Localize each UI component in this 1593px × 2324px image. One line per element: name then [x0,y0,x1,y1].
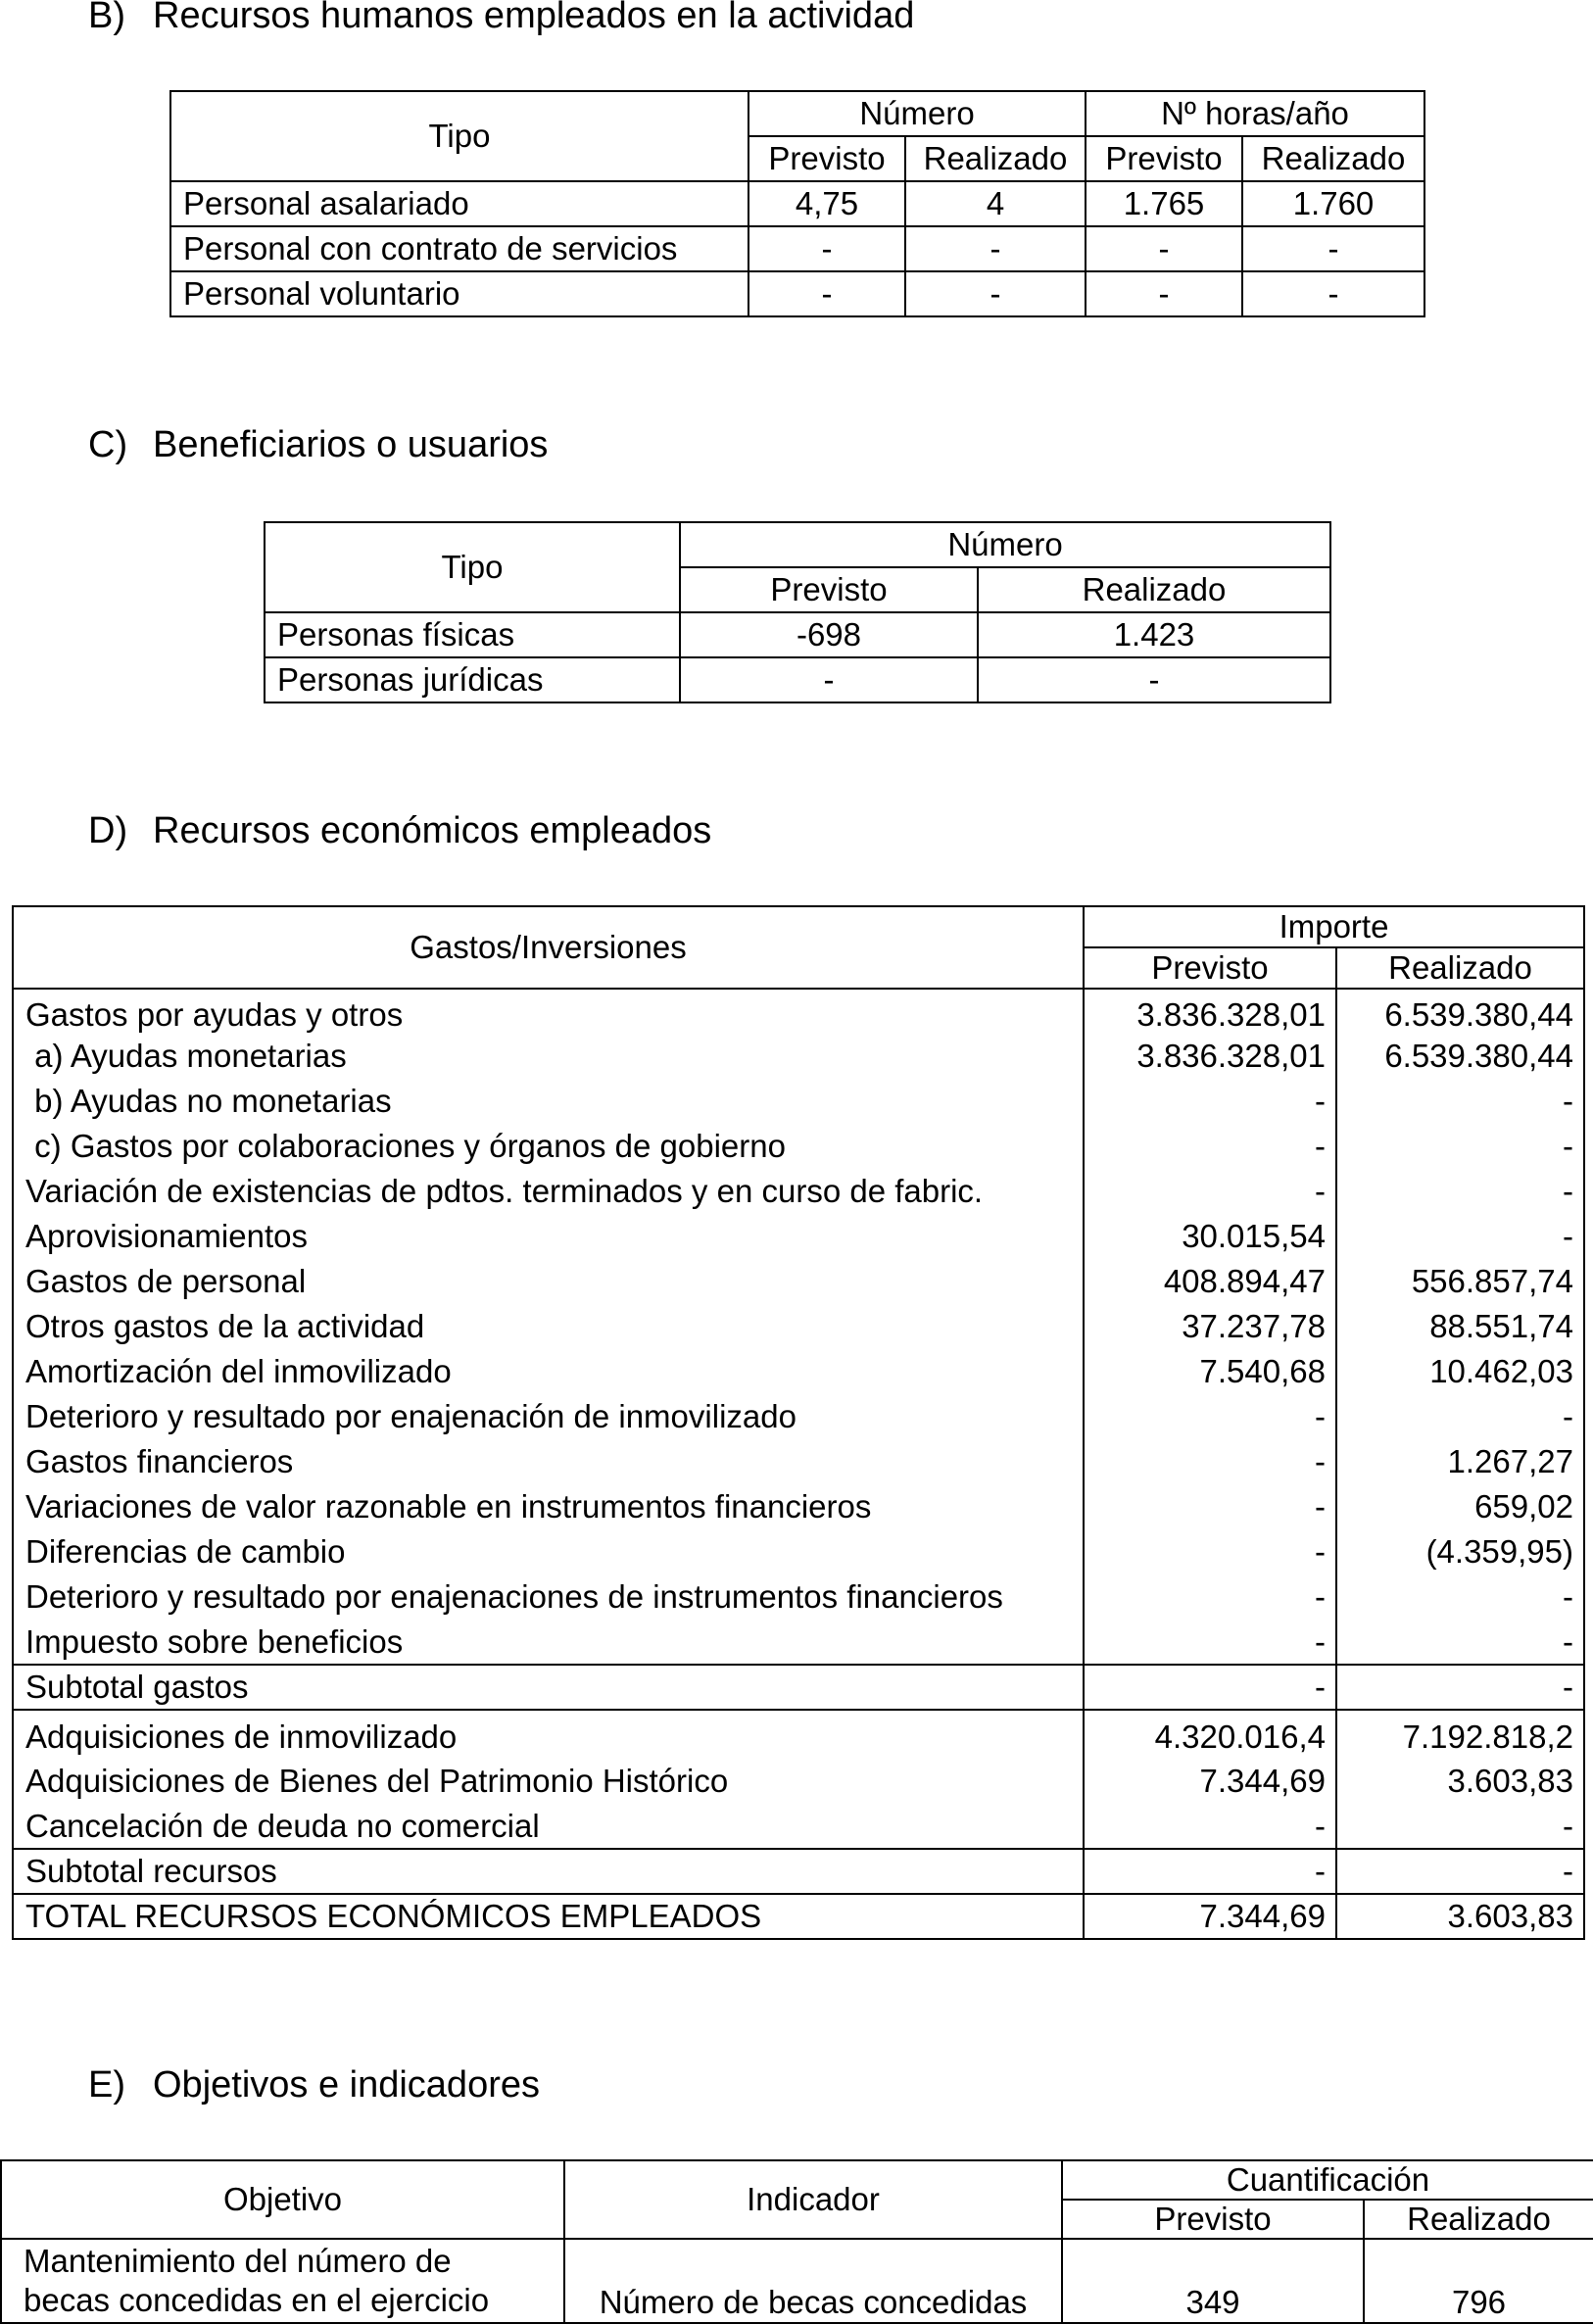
cell-previsto: 349 [1062,2239,1364,2323]
objectives-table [0,2159,1593,2324]
cell-realizado: - [1336,1804,1584,1849]
cell-realizado: - [1336,1849,1584,1894]
economic-resources-table [12,905,1585,1940]
row-label: Deterioro y resultado por enajenaciones de instrumentos financieros [13,1574,1084,1620]
subtotal-row [13,1665,1584,1710]
section-title: Objetivos e indicadores [153,2064,540,2106]
cell-previsto: - [1084,1849,1336,1894]
cell-previsto: - [1084,1169,1336,1214]
cell-value: - [905,271,1086,316]
cell-realizado: - [1336,1169,1584,1214]
row-label: b) Ayudas no monetarias [13,1079,1084,1124]
cell-realizado: - [1336,1124,1584,1169]
header-previsto: Previsto [1086,136,1242,181]
row-label: Impuesto sobre beneficios [13,1620,1084,1665]
human-resources-table [169,90,1425,317]
cell-previsto: 7.344,69 [1084,1894,1336,1939]
cell-realizado: - [1336,1665,1584,1710]
section-title: Recursos económicos empleados [153,810,712,851]
header-importe: Importe [1084,906,1584,947]
row-label: Aprovisionamientos [13,1214,1084,1259]
cell-previsto: 7.540,68 [1084,1349,1336,1394]
row-label: Diferencias de cambio [13,1529,1084,1574]
table-row [13,1710,1584,1759]
cell-realizado: - [1336,1620,1584,1665]
header-previsto: Previsto [748,136,905,181]
table-row [13,1169,1584,1214]
cell-previsto: - [1084,1439,1336,1484]
cell-value: - [1086,271,1242,316]
cell-realizado: 88.551,74 [1336,1304,1584,1349]
indicator-cell: Número de becas concedidas [564,2239,1062,2323]
header-indicador: Indicador [564,2160,1062,2239]
row-label: Cancelación de deuda no comercial [13,1804,1084,1849]
section-letter: E) [88,2064,125,2106]
subtotal-row [13,1849,1584,1894]
cell-realizado: - [1336,1574,1584,1620]
cell-previsto: 3.836.328,01 [1084,1034,1336,1079]
table-row [13,1804,1584,1849]
table-row [13,1304,1584,1349]
row-label: Deterioro y resultado por enajenación de inmovilizado [13,1394,1084,1439]
row-label: Personal con contrato de servicios [170,226,748,271]
section-title: Recursos humanos empleados en la actividad [153,0,915,36]
header-realizado: Realizado [1242,136,1424,181]
cell-realizado: - [1336,1214,1584,1259]
cell-realizado: 3.603,83 [1336,1759,1584,1804]
row-label: Variaciones de valor razonable en instrumentos financieros [13,1484,1084,1529]
cell-realizado: 1.267,27 [1336,1439,1584,1484]
cell-previsto: - [1084,1394,1336,1439]
cell-previsto: 4.320.016,4 [1084,1710,1336,1759]
cell-value: - [748,226,905,271]
cell-value: 1.760 [1242,181,1424,226]
cell-realizado: (4.359,95) [1336,1529,1584,1574]
cell-realizado: 10.462,03 [1336,1349,1584,1394]
header-previsto: Previsto [680,567,978,612]
cell-value: 1.423 [978,612,1330,657]
cell-value: 1.765 [1086,181,1242,226]
table-row [13,1484,1584,1529]
cell-previsto: - [1084,1079,1336,1124]
cell-realizado: 3.603,83 [1336,1894,1584,1939]
cell-realizado: 659,02 [1336,1484,1584,1529]
section-letter: B) [88,0,125,36]
row-label: Personal asalariado [170,181,748,226]
row-label: Variación de existencias de pdtos. terminados y en curso de fabric. [13,1169,1084,1214]
row-label: TOTAL RECURSOS ECONÓMICOS EMPLEADOS [13,1894,1084,1939]
cell-previsto: - [1084,1124,1336,1169]
cell-realizado: - [1336,1394,1584,1439]
row-label: Adquisiciones de Bienes del Patrimonio Histórico [13,1759,1084,1804]
cell-previsto: 37.237,78 [1084,1304,1336,1349]
table-row [13,989,1584,1034]
table-row [170,226,1424,271]
header-numero: Número [680,522,1330,567]
table-row [13,1259,1584,1304]
cell-previsto: - [1084,1574,1336,1620]
table-row [13,1124,1584,1169]
table-row [13,1394,1584,1439]
table-row [170,181,1424,226]
total-row [13,1894,1584,1939]
header-gastos: Gastos/Inversiones [13,906,1084,989]
row-label: Gastos de personal [13,1259,1084,1304]
table-row [13,1620,1584,1665]
header-cuantificacion: Cuantificación [1062,2160,1593,2200]
row-label: Personas jurídicas [265,657,680,702]
table-row [170,271,1424,316]
section-c-heading [88,423,548,466]
row-label: Otros gastos de la actividad [13,1304,1084,1349]
cell-value: - [748,271,905,316]
objective-line: Mantenimiento del número de [24,2243,452,2279]
header-realizado: Realizado [905,136,1086,181]
row-label: Subtotal gastos [13,1665,1084,1710]
cell-value: - [1242,226,1424,271]
table-row [13,1529,1584,1574]
row-label: Personal voluntario [170,271,748,316]
table-row [13,1574,1584,1620]
cell-value: - [1242,271,1424,316]
row-label: Personas físicas [265,612,680,657]
table-row [13,1034,1584,1079]
cell-realizado: 6.539.380,44 [1336,1034,1584,1079]
cell-previsto: - [1084,1484,1336,1529]
header-previsto: Previsto [1084,947,1336,989]
header-horas: Nº horas/año [1086,91,1424,136]
table-row [13,1439,1584,1484]
cell-realizado: 6.539.380,44 [1336,989,1584,1034]
row-label: c) Gastos por colaboraciones y órganos de gobierno [13,1124,1084,1169]
cell-previsto: 3.836.328,01 [1084,989,1336,1034]
row-label: Amortización del inmovilizado [13,1349,1084,1394]
beneficiaries-table [264,521,1331,703]
header-tipo: Tipo [265,522,680,612]
table-row [1,2239,1593,2323]
row-label: Gastos por ayudas y otros [13,989,1084,1034]
table-row [13,1759,1584,1804]
table-row [265,657,1330,702]
cell-previsto: 30.015,54 [1084,1214,1336,1259]
cell-previsto: 7.344,69 [1084,1759,1336,1804]
table-row [13,1214,1584,1259]
section-letter: C) [88,424,128,465]
cell-previsto: - [1084,1529,1336,1574]
cell-previsto: - [1084,1665,1336,1710]
section-e-heading [88,2063,540,2106]
table-row [13,1079,1584,1124]
section-b-heading [88,0,914,37]
table-row [265,612,1330,657]
header-numero: Número [748,91,1086,136]
cell-value: -698 [680,612,978,657]
header-realizado: Realizado [978,567,1330,612]
cell-value: 4,75 [748,181,905,226]
section-title: Beneficiarios o usuarios [153,424,549,465]
table-row [13,1349,1584,1394]
row-label: Gastos financieros [13,1439,1084,1484]
cell-value: - [680,657,978,702]
header-tipo: Tipo [170,91,748,181]
objective-cell [1,2239,564,2323]
header-previsto: Previsto [1062,2200,1364,2239]
cell-value: - [978,657,1330,702]
cell-value: 4 [905,181,1086,226]
objective-line: becas concedidas en el ejercicio [24,2282,490,2318]
section-d-heading [88,809,711,852]
cell-previsto: - [1084,1620,1336,1665]
row-label: Subtotal recursos [13,1849,1084,1894]
cell-realizado: 7.192.818,2 [1336,1710,1584,1759]
section-letter: D) [88,810,128,851]
cell-realizado: 796 [1364,2239,1593,2323]
cell-realizado: 556.857,74 [1336,1259,1584,1304]
cell-value: - [1086,226,1242,271]
header-realizado: Realizado [1336,947,1584,989]
cell-realizado: - [1336,1079,1584,1124]
cell-value: - [905,226,1086,271]
header-objetivo: Objetivo [1,2160,564,2239]
cell-previsto: 408.894,47 [1084,1259,1336,1304]
cell-previsto: - [1084,1804,1336,1849]
row-label: a) Ayudas monetarias [13,1034,1084,1079]
header-realizado: Realizado [1364,2200,1593,2239]
row-label: Adquisiciones de inmovilizado [13,1710,1084,1759]
